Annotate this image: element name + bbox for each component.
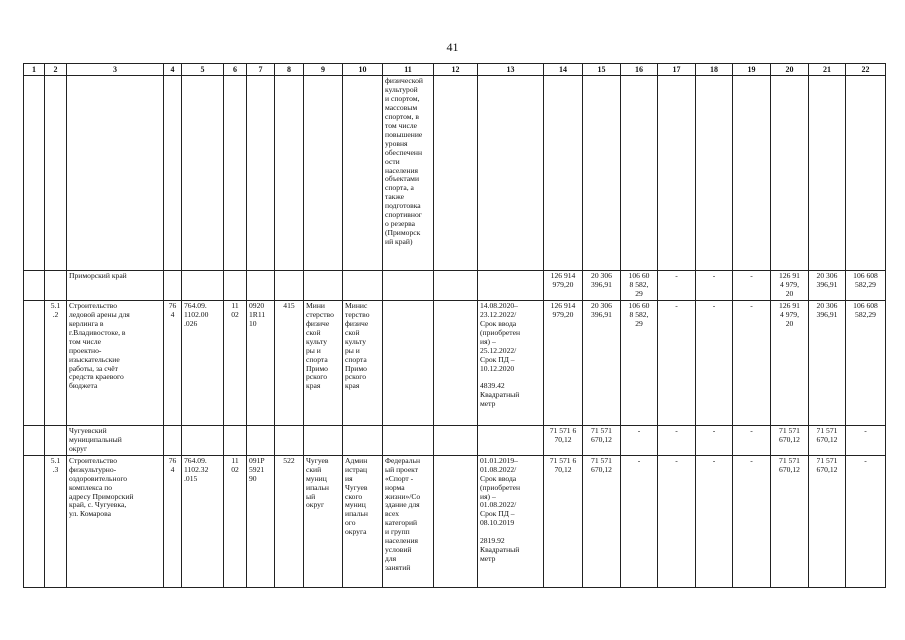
table-cell bbox=[164, 76, 182, 271]
table-cell bbox=[164, 271, 182, 301]
column-header: 9 bbox=[304, 64, 343, 76]
column-header: 3 bbox=[67, 64, 164, 76]
table-cell: 106 60 8 582, 29 bbox=[621, 300, 658, 425]
table-cell bbox=[275, 76, 304, 271]
table-cell: 5.1 .3 bbox=[45, 455, 67, 587]
column-header: 7 bbox=[247, 64, 275, 76]
table-cell: 71 571 6 70,12 bbox=[544, 425, 583, 455]
table-cell: - bbox=[621, 425, 658, 455]
table-cell bbox=[182, 271, 224, 301]
table-cell: 71 571 670,12 bbox=[771, 455, 809, 587]
table-cell: - bbox=[733, 425, 771, 455]
table-cell: - bbox=[733, 455, 771, 587]
table-cell bbox=[434, 76, 478, 271]
table-cell bbox=[45, 76, 67, 271]
table-cell bbox=[247, 425, 275, 455]
column-header: 1 bbox=[24, 64, 45, 76]
table-cell: Федеральн ый проект «Спорт - норма жизни»/Со здание для всех категорий и групп населения условий для занятий bbox=[383, 455, 434, 587]
table-cell bbox=[224, 425, 247, 455]
table-cell bbox=[24, 455, 45, 587]
table-cell bbox=[733, 76, 771, 271]
column-header: 8 bbox=[275, 64, 304, 76]
table-cell: 20 306 396,91 bbox=[583, 300, 621, 425]
table-cell bbox=[304, 76, 343, 271]
column-header: 10 bbox=[343, 64, 383, 76]
table-cell: 14.08.2020– 23.12.2022/ Срок ввода (приобретен ия) – 25.12.2022/ Срок ПД – 10.12.2020 4839.42 Квадратный метр bbox=[478, 300, 544, 425]
table-cell bbox=[24, 300, 45, 425]
column-header: 12 bbox=[434, 64, 478, 76]
table-cell bbox=[343, 271, 383, 301]
table-cell bbox=[304, 271, 343, 301]
table-cell: - bbox=[658, 300, 696, 425]
table-cell: 126 914 979,20 bbox=[544, 300, 583, 425]
table-cell: - bbox=[658, 271, 696, 301]
table-cell bbox=[24, 425, 45, 455]
table-cell: Минис терство физиче ской культу ры и спорта Примо рского края bbox=[343, 300, 383, 425]
table-cell: 20 306 396,91 bbox=[583, 271, 621, 301]
column-header: 6 bbox=[224, 64, 247, 76]
table-cell: 71 571 6 70,12 bbox=[544, 455, 583, 587]
table-cell bbox=[247, 271, 275, 301]
table-cell: Админ истрац ия Чугуев ского муниц ипальн ого округа bbox=[343, 455, 383, 587]
table-cell: 71 571 670,12 bbox=[583, 455, 621, 587]
region-row bbox=[24, 425, 886, 455]
table-cell bbox=[809, 76, 846, 271]
table-cell: 71 571 670,12 bbox=[809, 425, 846, 455]
column-header: 22 bbox=[846, 64, 886, 76]
table-cell: - bbox=[658, 425, 696, 455]
table-cell: 20 306 396,91 bbox=[809, 271, 846, 301]
table-cell bbox=[583, 76, 621, 271]
column-header: 4 bbox=[164, 64, 182, 76]
table-cell: - bbox=[696, 300, 733, 425]
table-cell: 522 bbox=[275, 455, 304, 587]
column-header: 11 bbox=[383, 64, 434, 76]
table-cell bbox=[182, 425, 224, 455]
table-cell bbox=[478, 76, 544, 271]
table-cell bbox=[846, 76, 886, 271]
table-cell bbox=[621, 76, 658, 271]
table-cell bbox=[434, 300, 478, 425]
table-cell bbox=[434, 455, 478, 587]
table-cell: - bbox=[621, 455, 658, 587]
table-cell bbox=[383, 300, 434, 425]
table-cell: Чугуевский муниципальный округ bbox=[67, 425, 164, 455]
column-header: 16 bbox=[621, 64, 658, 76]
column-header: 19 bbox=[733, 64, 771, 76]
table-cell: 11 02 bbox=[224, 455, 247, 587]
table-cell: 106 608 582,29 bbox=[846, 300, 886, 425]
table-cell bbox=[343, 425, 383, 455]
header-row bbox=[24, 64, 886, 76]
table-cell bbox=[383, 425, 434, 455]
table-cell: 5.1 .2 bbox=[45, 300, 67, 425]
table-cell: Строительство физкультурно- оздоровительного комплекса по адресу Приморский край, с. Чугуевка, ул. Комарова bbox=[67, 455, 164, 587]
page-number: 41 bbox=[446, 40, 459, 54]
table-cell bbox=[696, 76, 733, 271]
table-cell: Мини стерство физиче ской культу ры и спорта Примо рского края bbox=[304, 300, 343, 425]
table-cell bbox=[247, 76, 275, 271]
table-cell bbox=[658, 76, 696, 271]
table-cell: 126 91 4 979, 20 bbox=[771, 300, 809, 425]
table-cell bbox=[45, 425, 67, 455]
table-cell bbox=[771, 76, 809, 271]
table-cell bbox=[478, 271, 544, 301]
table-cell: Строительство ледовой арены для керлинга в г.Владивостоке, в том числе проектно- изыскательские работы, за счёт средств краевого бюджета bbox=[67, 300, 164, 425]
column-header: 5 bbox=[182, 64, 224, 76]
table-cell: 0920 1R11 10 bbox=[247, 300, 275, 425]
table-cell: 091Р 5921 90 bbox=[247, 455, 275, 587]
table-cell: 76 4 bbox=[164, 300, 182, 425]
table-cell: - bbox=[696, 455, 733, 587]
table-cell: 126 91 4 979, 20 bbox=[771, 271, 809, 301]
table-cell: 71 571 670,12 bbox=[809, 455, 846, 587]
table-cell bbox=[24, 271, 45, 301]
table-cell bbox=[67, 76, 164, 271]
table-cell: 764.09. 1102.32 .015 bbox=[182, 455, 224, 587]
data-table bbox=[23, 63, 886, 588]
item-row bbox=[24, 455, 886, 587]
table-cell bbox=[224, 76, 247, 271]
column-header: 20 bbox=[771, 64, 809, 76]
table-cell: Чугуев ский муниц ипальн ый округ bbox=[304, 455, 343, 587]
table-cell: 71 571 670,12 bbox=[771, 425, 809, 455]
item-row bbox=[24, 300, 886, 425]
table-cell: - bbox=[696, 425, 733, 455]
table-cell: 76 4 bbox=[164, 455, 182, 587]
table-cell: 764.09. 1102.00 .026 bbox=[182, 300, 224, 425]
table-cell: - bbox=[846, 425, 886, 455]
table-cell bbox=[383, 271, 434, 301]
continuation-row bbox=[24, 76, 886, 271]
table-cell bbox=[434, 425, 478, 455]
table-cell: 106 60 8 582, 29 bbox=[621, 271, 658, 301]
table-cell bbox=[164, 425, 182, 455]
table-cell: - bbox=[846, 455, 886, 587]
table-cell bbox=[45, 271, 67, 301]
table-cell: 20 306 396,91 bbox=[809, 300, 846, 425]
table-cell: 415 bbox=[275, 300, 304, 425]
column-header: 14 bbox=[544, 64, 583, 76]
table-cell: 71 571 670,12 bbox=[583, 425, 621, 455]
table-cell bbox=[224, 271, 247, 301]
table-cell: 11 02 bbox=[224, 300, 247, 425]
column-header: 15 bbox=[583, 64, 621, 76]
table-cell: 126 914 979,20 bbox=[544, 271, 583, 301]
table-cell: - bbox=[733, 271, 771, 301]
table-cell bbox=[275, 425, 304, 455]
table-cell: - bbox=[696, 271, 733, 301]
column-header: 17 bbox=[658, 64, 696, 76]
table-cell bbox=[544, 76, 583, 271]
table-cell: - bbox=[658, 455, 696, 587]
region-row bbox=[24, 271, 886, 301]
table-cell: физической культурой и спортом, массовым спортом, в том числе повышение уровня обеспеченн ости населения объектами спорта, а также подготовка спортивног о резерва (Приморск ий край) bbox=[383, 76, 434, 271]
table-cell bbox=[275, 271, 304, 301]
table-cell bbox=[24, 76, 45, 271]
column-header: 21 bbox=[809, 64, 846, 76]
table-cell: 106 608 582,29 bbox=[846, 271, 886, 301]
table-cell bbox=[182, 76, 224, 271]
column-header: 18 bbox=[696, 64, 733, 76]
table-cell: - bbox=[733, 300, 771, 425]
table-cell bbox=[343, 76, 383, 271]
table-cell bbox=[478, 425, 544, 455]
table-cell: 01.01.2019– 01.08.2022/ Срок ввода (приобретен ия) – 01.08.2022/ Срок ПД – 08.10.2019 2819.92 Квадратный метр bbox=[478, 455, 544, 587]
table-cell: Приморский край bbox=[67, 271, 164, 301]
column-header: 2 bbox=[45, 64, 67, 76]
table-cell bbox=[434, 271, 478, 301]
table-cell bbox=[304, 425, 343, 455]
column-header: 13 bbox=[478, 64, 544, 76]
